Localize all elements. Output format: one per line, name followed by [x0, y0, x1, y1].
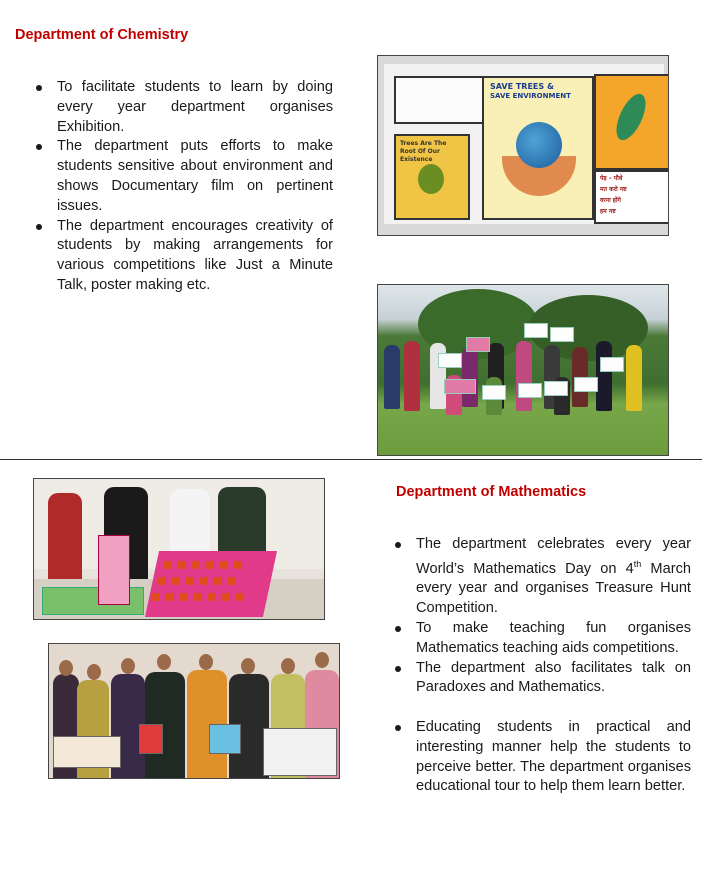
poster-board — [384, 64, 664, 224]
student-figure — [384, 345, 400, 409]
list-item: To make teaching fun organises Mathematics teaching aids competitions. — [396, 619, 691, 659]
mathematics-heading: Department of Mathematics — [396, 484, 587, 500]
list-item: The department encourages creativity of students by making arrangements for various competitions like Just a Minute Talk, poster making etc. — [37, 217, 333, 296]
placard — [444, 379, 476, 394]
chemistry-heading: Department of Chemistry — [15, 27, 189, 43]
cup — [234, 561, 242, 569]
cup — [214, 577, 222, 585]
cup — [178, 561, 186, 569]
teaching-chart — [263, 728, 337, 776]
list-item-text: March every year and organises Treasure Hunt Competition. — [416, 560, 691, 617]
placard — [482, 385, 506, 400]
student-figure — [404, 341, 420, 411]
poster-card — [394, 76, 484, 124]
mathematics-list — [396, 535, 691, 797]
teaching-chart — [53, 736, 121, 768]
poster-text: हम नष्ट — [600, 208, 616, 215]
poster-text: Root Of Our — [400, 148, 440, 155]
student-head — [315, 652, 329, 668]
placard — [524, 323, 548, 338]
cup — [228, 577, 236, 585]
superscript: th — [633, 558, 642, 569]
student-figure — [462, 347, 478, 407]
student-head — [87, 664, 101, 680]
cup — [222, 593, 230, 601]
poster-card — [594, 170, 669, 224]
list-item: The department also facilitates talk on Paradoxes and Mathematics. — [396, 659, 691, 699]
cup — [206, 561, 214, 569]
placard — [438, 353, 462, 368]
list-item: To facilitate students to learn by doing every year department organises Exhibition. — [37, 78, 333, 137]
poster-text: Existence — [400, 156, 433, 163]
section-divider — [0, 459, 702, 460]
placard — [600, 357, 624, 372]
students-outdoor-photo — [377, 284, 669, 456]
student-head — [157, 654, 171, 670]
student-head — [281, 658, 295, 674]
cup — [158, 577, 166, 585]
tower-model — [98, 535, 130, 605]
cup — [172, 577, 180, 585]
cup — [200, 577, 208, 585]
teaching-chart — [209, 724, 241, 754]
student-head — [59, 660, 73, 676]
placard — [544, 381, 568, 396]
teaching-aids-models-photo — [33, 478, 325, 620]
cup — [192, 561, 200, 569]
list-item: The department puts efforts to make students sensitive about environment and shows Documentary film on pertinent issues. — [37, 137, 333, 216]
cup — [180, 593, 188, 601]
globe-drawing — [516, 122, 562, 168]
poster-text: Trees Are The — [400, 140, 447, 147]
poster-text: SAVE ENVIRONMENT — [490, 92, 571, 100]
placard — [518, 383, 542, 398]
poster-text: वरना होंगे — [600, 197, 621, 204]
poster-text: पेड़ – पौधे — [600, 175, 623, 182]
cup — [208, 593, 216, 601]
cup — [194, 593, 202, 601]
student-figure — [48, 493, 82, 583]
cup — [220, 561, 228, 569]
poster-exhibition-photo — [377, 55, 669, 236]
tree-drawing — [418, 164, 444, 194]
student-figure — [626, 345, 642, 411]
teaching-aids-group-photo — [48, 643, 340, 779]
list-item: Educating students in practical and interesting manner help the students to perceive better. The department organises educational tour to help them learn better. — [396, 718, 691, 797]
cup — [164, 561, 172, 569]
placard — [550, 327, 574, 342]
student-head — [199, 654, 213, 670]
placard — [466, 337, 490, 352]
chemistry-list — [37, 78, 333, 296]
cup — [152, 593, 160, 601]
list-item-text: The department celebrates every year World’s Mathematics Day on 4 — [416, 536, 691, 577]
poster-text: SAVE TREES & — [490, 82, 554, 91]
cup — [166, 593, 174, 601]
student-figure — [596, 341, 612, 411]
student-figure — [516, 341, 532, 411]
student-head — [241, 658, 255, 674]
poster-text: मत करो नष्ट — [600, 186, 627, 193]
teaching-chart — [139, 724, 163, 754]
cup — [236, 593, 244, 601]
list-item — [396, 535, 691, 619]
placard — [574, 377, 598, 392]
cup — [186, 577, 194, 585]
student-head — [121, 658, 135, 674]
